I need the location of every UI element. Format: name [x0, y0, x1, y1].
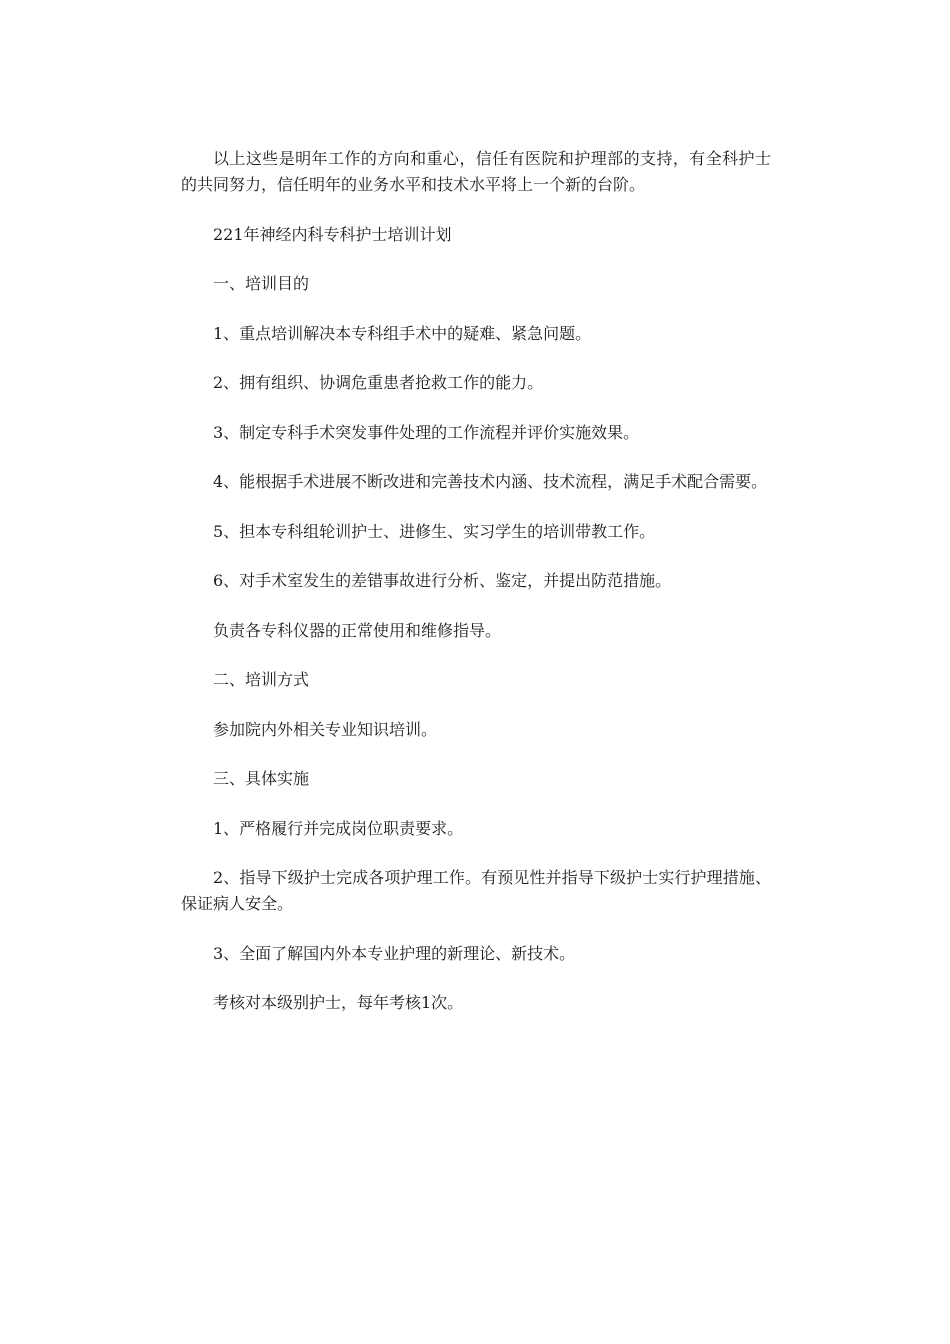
implementation-item-2: 2、指导下级护士完成各项护理工作。有预见性并指导下级护士实行护理措施、保证病人安全。 [181, 868, 771, 913]
implementation-item-1: 1、严格履行并完成岗位职责要求。 [213, 818, 464, 838]
goal-item-1: 1、重点培训解决本专科组手术中的疑难、紧急问题。 [213, 323, 592, 343]
plan-title: 221年神经内科专科护士培训计划 [213, 224, 452, 244]
section-heading-training-method: 二、培训方式 [213, 670, 310, 689]
implementation-item-3: 3、全面了解国内外本专业护理的新理论、新技术。 [213, 943, 576, 963]
goal-item-4: 4、能根据手术进展不断改进和完善技术内涵、技术流程，满足手术配合需要。 [213, 472, 768, 491]
goal-item-3: 3、制定专科手术突发事件处理的工作流程并评价实施效果。 [213, 422, 640, 442]
goal-item-2: 2、拥有组织、协调危重患者抢救工作的能力。 [213, 373, 544, 392]
closing-paragraph: 以上这些是明年工作的方向和重心，信任有医院和护理部的支持，有全科护士的共同努力，信任明年的业务水平和技术水平将上一个新的台阶。 [181, 149, 771, 194]
section-heading-training-goals: 一、培训目的 [213, 274, 310, 293]
document-body [181, 146, 771, 1040]
assessment-paragraph: 考核对本级别护士，每年考核1次。 [213, 993, 464, 1012]
goal-item-equipment: 负责各专科仪器的正常使用和维修指导。 [213, 620, 502, 640]
section-heading-implementation: 三、具体实施 [213, 769, 310, 788]
method-paragraph: 参加院内外相关专业知识培训。 [213, 719, 438, 739]
goal-item-5: 5、担本专科组轮训护士、进修生、实习学生的培训带教工作。 [213, 521, 656, 541]
goal-item-6: 6、对手术室发生的差错事故进行分析、鉴定，并提出防范措施。 [213, 571, 672, 590]
